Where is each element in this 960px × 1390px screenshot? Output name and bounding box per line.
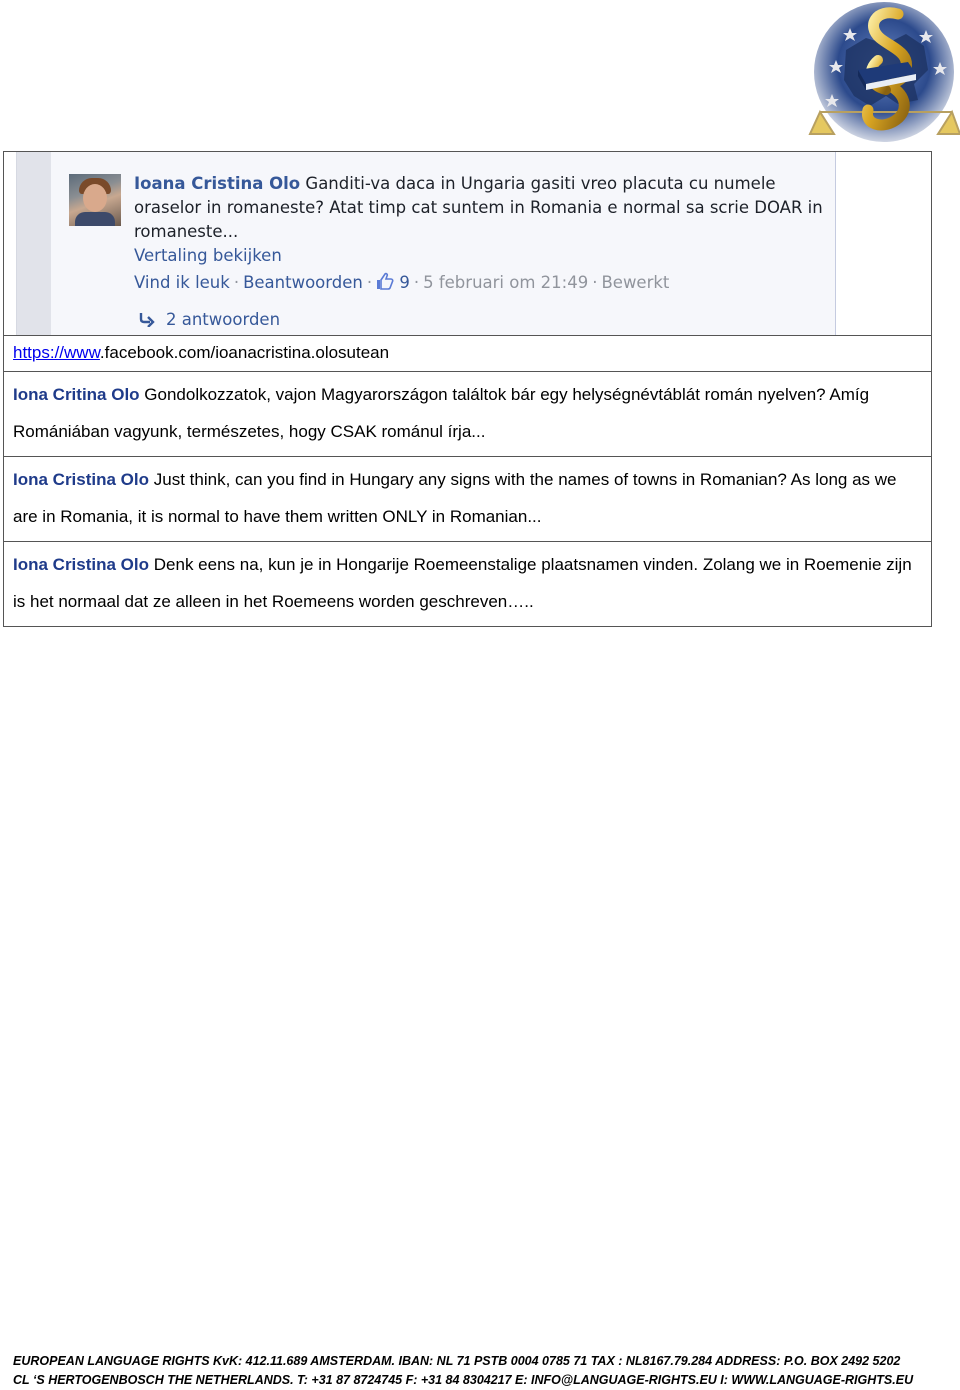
organization-logo-icon: [806, 0, 960, 150]
author-name: Iona Critina Olo: [13, 385, 140, 404]
facebook-comment-screenshot: [16, 152, 836, 336]
page-footer: [13, 1352, 958, 1390]
content-table: [3, 151, 932, 627]
translate-link: Vertaling bekijken: [134, 246, 282, 265]
replies-count: 2 antwoorden: [166, 310, 281, 329]
translation-text: Denk eens na, kun je in Hongarije Roemeenstalige plaatsnamen vinden. Zolang we in Roemenie zijn is het normaal dat ze alleen in het Roemeens worden geschreven…..: [13, 555, 912, 611]
translation-row-english: [4, 457, 931, 542]
translation-row-hungarian: [4, 372, 931, 457]
replies-link: [138, 310, 280, 329]
translation-text: Gondolkozzatok, vajon Magyarországon találtok bár egy helységnévtáblát román nyelven? Amíg Romániában vagyunk, természetes, hogy CSAK románul írja...: [13, 385, 870, 441]
avatar: [69, 174, 121, 226]
footer-line-1: EUROPEAN LANGUAGE RIGHTS KvK: 412.11.689 AMSTERDAM. IBAN: NL 71 PSTB 0004 0785 71 TAX : NL8167.79.284 ADDRESS: P.O. BOX 2492 5202: [13, 1354, 901, 1368]
source-url-link[interactable]: https://www: [13, 343, 100, 362]
author-name: Iona Cristina Olo: [13, 470, 150, 489]
author-name: Iona Cristina Olo: [13, 555, 150, 574]
comment-timestamp: 5 februari om 21:49: [423, 273, 589, 292]
comment-author: Ioana Cristina Olo: [134, 174, 301, 193]
thumbs-up-icon: [376, 272, 394, 290]
comment-text: [134, 172, 824, 244]
comment-screenshot-row: [4, 152, 931, 336]
reply-arrow-icon: [138, 311, 156, 327]
like-link: Vind ik leuk: [134, 273, 230, 292]
comment-body: Ganditi-va daca in Ungaria gasiti vreo placuta cu numele oraselor in romaneste? Atat timp cat suntem in Romania e normal sa scrie DOAR in romaneste...: [134, 174, 823, 241]
likes-count: 9: [399, 273, 410, 292]
footer-line-2: CL ‘S HERTOGENBOSCH THE NETHERLANDS. T: +31 87 8724745 F: +31 84 8304217 E: INFO@LANGUAGE-RIGHTS.EU I: WWW.LANGUAGE-RIGHTS.EU: [13, 1373, 914, 1387]
source-url-row: [4, 336, 931, 372]
reply-link: Beantwoorden: [243, 273, 363, 292]
translation-text: Just think, can you find in Hungary any signs with the names of towns in Romanian? As long as we are in Romania, it is normal to have them written ONLY in Romanian...: [13, 470, 897, 526]
edited-label: Bewerkt: [601, 273, 670, 292]
translation-row-dutch: [4, 542, 931, 626]
source-url-path: .facebook.com/ioanacristina.olosutean: [99, 343, 390, 362]
comment-actions: Vind ik leuk · Beantwoorden · 9 · 5 februari om 21:49 · Bewerkt: [134, 273, 670, 292]
